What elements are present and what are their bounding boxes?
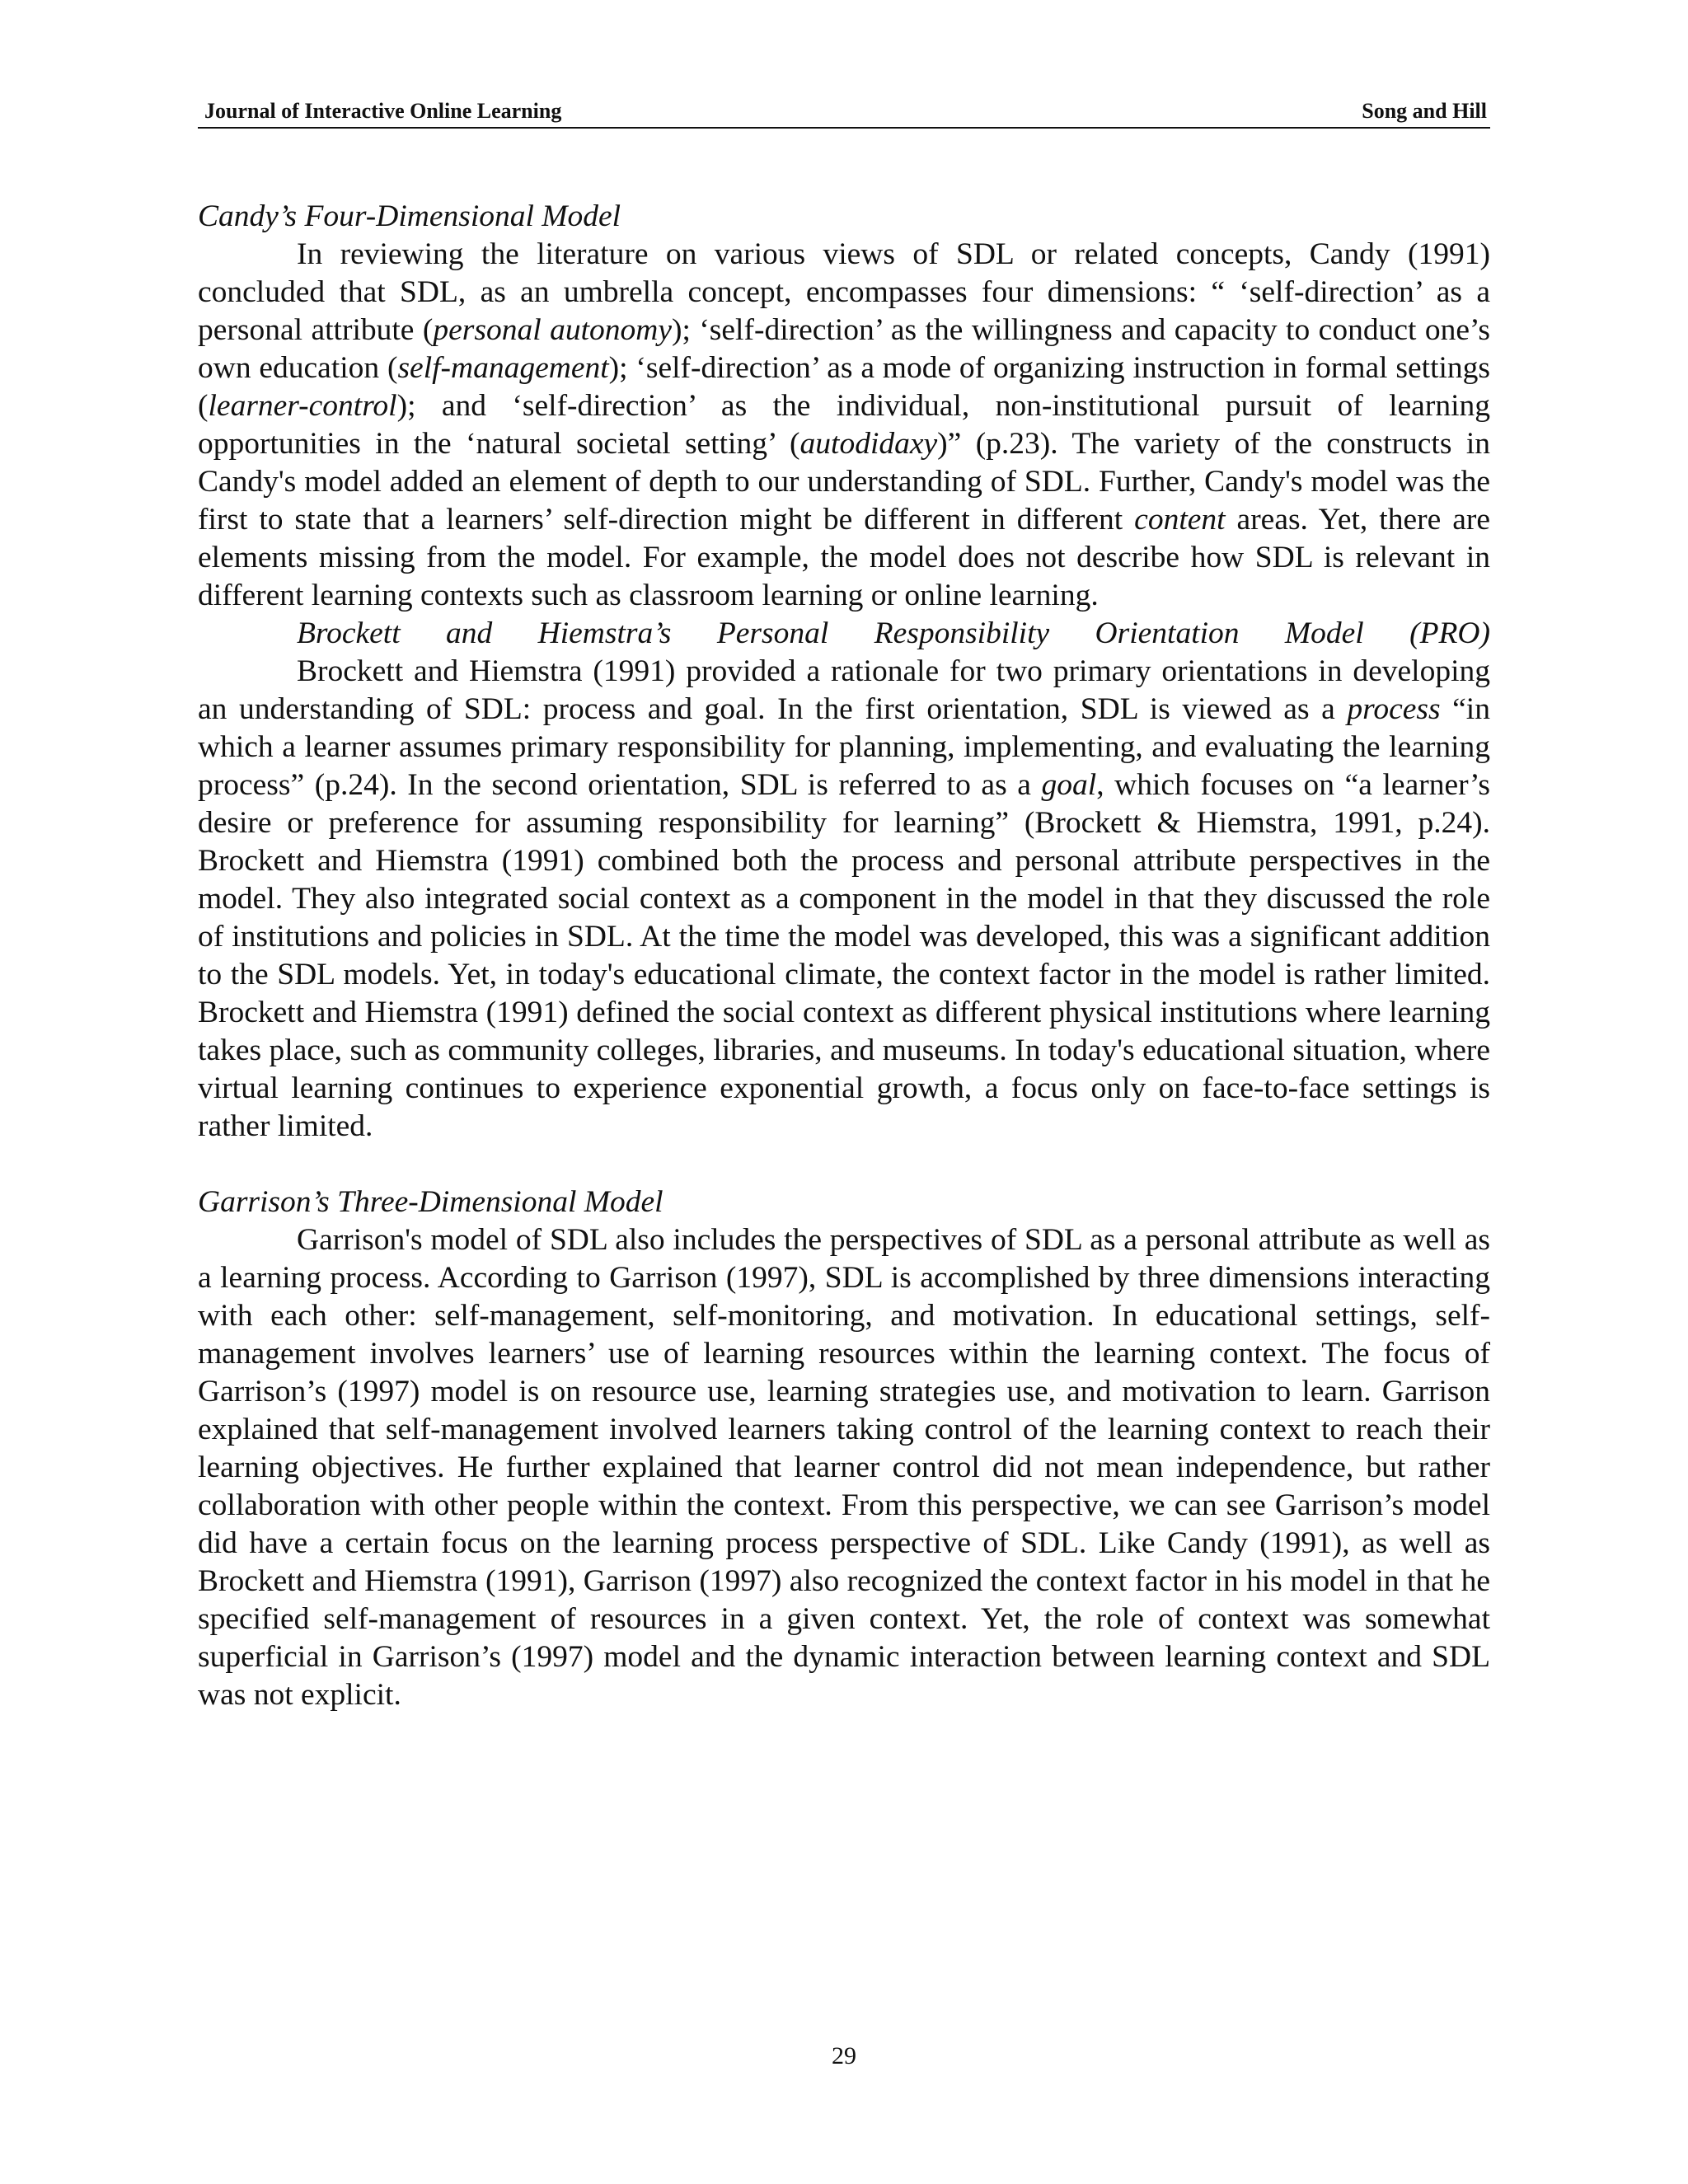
- page-number: 29: [832, 2042, 856, 2069]
- text-run: areas. Yet, there are elements missing from the model. For example, the model does not describe how SDL is relevant in different learning contexts such as classroom learning or online learning.: [198, 503, 1490, 612]
- italic-term: content: [1134, 503, 1226, 537]
- italic-term: goal: [1041, 768, 1097, 802]
- journal-title: Journal of Interactive Online Learning: [204, 99, 562, 123]
- running-header: [198, 99, 1490, 129]
- section-spacer: [198, 1146, 1490, 1183]
- section-heading-candy: Candy’s Four-Dimensional Model: [198, 199, 621, 233]
- section-heading-brockett: Brockett and Hiemstra’s Personal Responsibility Orientation Model (PRO): [297, 616, 1490, 650]
- author-names: Song and Hill: [1362, 99, 1487, 123]
- text-run: ); ‘self-direction’ as the willingness and capacity to conduct one’s own education (: [198, 313, 1490, 385]
- paragraph-garrison: Garrison's model of SDL also includes the perspectives of SDL as a personal attribute as well as a learning process. According to Garrison (1997), SDL is accomplished by three dimensions interacting with each other: self-management, self-monitoring, and motivation. In educational settings, self-management involves learners’ use of learning resources within the learning context. The focus of Garrison’s (1997) model is on resource use, learning strategies use, and motivation to learn. Garrison explained that self-management involved learners taking control of the learning context to reach their learning objectives. He further explained that learner control did not mean independence, but rather collaboration with other people within the context. From this perspective, we can see Garrison’s model did have a certain focus on the learning process perspective of SDL. Like Candy (1991), as well as Brockett and Hiemstra (1991), Garrison (1997) also recognized the context factor in his model in that he specified self-management of resources in a given context. Yet, the role of context was somewhat superficial in Garrison’s (1997) model and the dynamic interaction between learning context and SDL was not explicit.: [198, 1223, 1490, 1712]
- italic-term: learner-control: [208, 389, 397, 423]
- text-run: Brockett and Hiemstra (1991) provided a rationale for two primary orientations in developing an understanding of SDL: process and goal. In the first orientation, SDL is viewed as a: [198, 654, 1490, 726]
- italic-term: autodidaxy: [799, 427, 938, 461]
- text-run: )” (p.23). The variety of the constructs in Candy's model added an element of depth to our understanding of SDL. Further, Candy's model was the first to state that a learners’ self-direction might be different in different: [198, 427, 1490, 537]
- italic-term: personal autonomy: [433, 313, 672, 347]
- italic-term: self-management: [397, 351, 609, 385]
- text-run: In reviewing the literature on various views of SDL or related concepts, Candy (1991) concluded that SDL, as an umbrella concept, encompasses four dimensions: “ ‘self-direction’ as a personal attribute (: [198, 237, 1490, 347]
- text-run: ); ‘self-direction’ as a mode of organizing instruction in formal settings (: [198, 351, 1491, 423]
- paragraph-candy: [198, 236, 1490, 615]
- section-heading-garrison: Garrison’s Three-Dimensional Model: [198, 1185, 663, 1219]
- italic-term: process: [1347, 692, 1441, 726]
- text-run: ); and ‘self-direction’ as the individual, non-institutional pursuit of learning opportunities in the ‘natural societal setting’ (: [198, 389, 1490, 461]
- text-run: “in which a learner assumes primary responsibility for planning, implementing, and evaluating the learning process” (p.24). In the second orientation, SDL is referred to as a: [198, 692, 1490, 802]
- article-body: [198, 198, 1490, 1714]
- paragraph-brockett: [198, 653, 1490, 1146]
- text-run: , which focuses on “a learner’s desire or preference for assuming responsibility for learning” (Brockett & Hiemstra, 1991, p.24). Brockett and Hiemstra (1991) combined both the process and personal attribute perspectives in the model. They also integrated social context as a component in the model in that they discussed the role of institutions and policies in SDL. At the time the model was developed, this was a significant addition to the SDL models. Yet, in today's educational climate, the context factor in the model is rather limited. Brockett and Hiemstra (1991) defined the social context as different physical institutions where learning takes place, such as community colleges, libraries, and museums. In today's educational situation, where virtual learning continues to experience exponential growth, a focus only on face-to-face settings is rather limited.: [198, 768, 1490, 1143]
